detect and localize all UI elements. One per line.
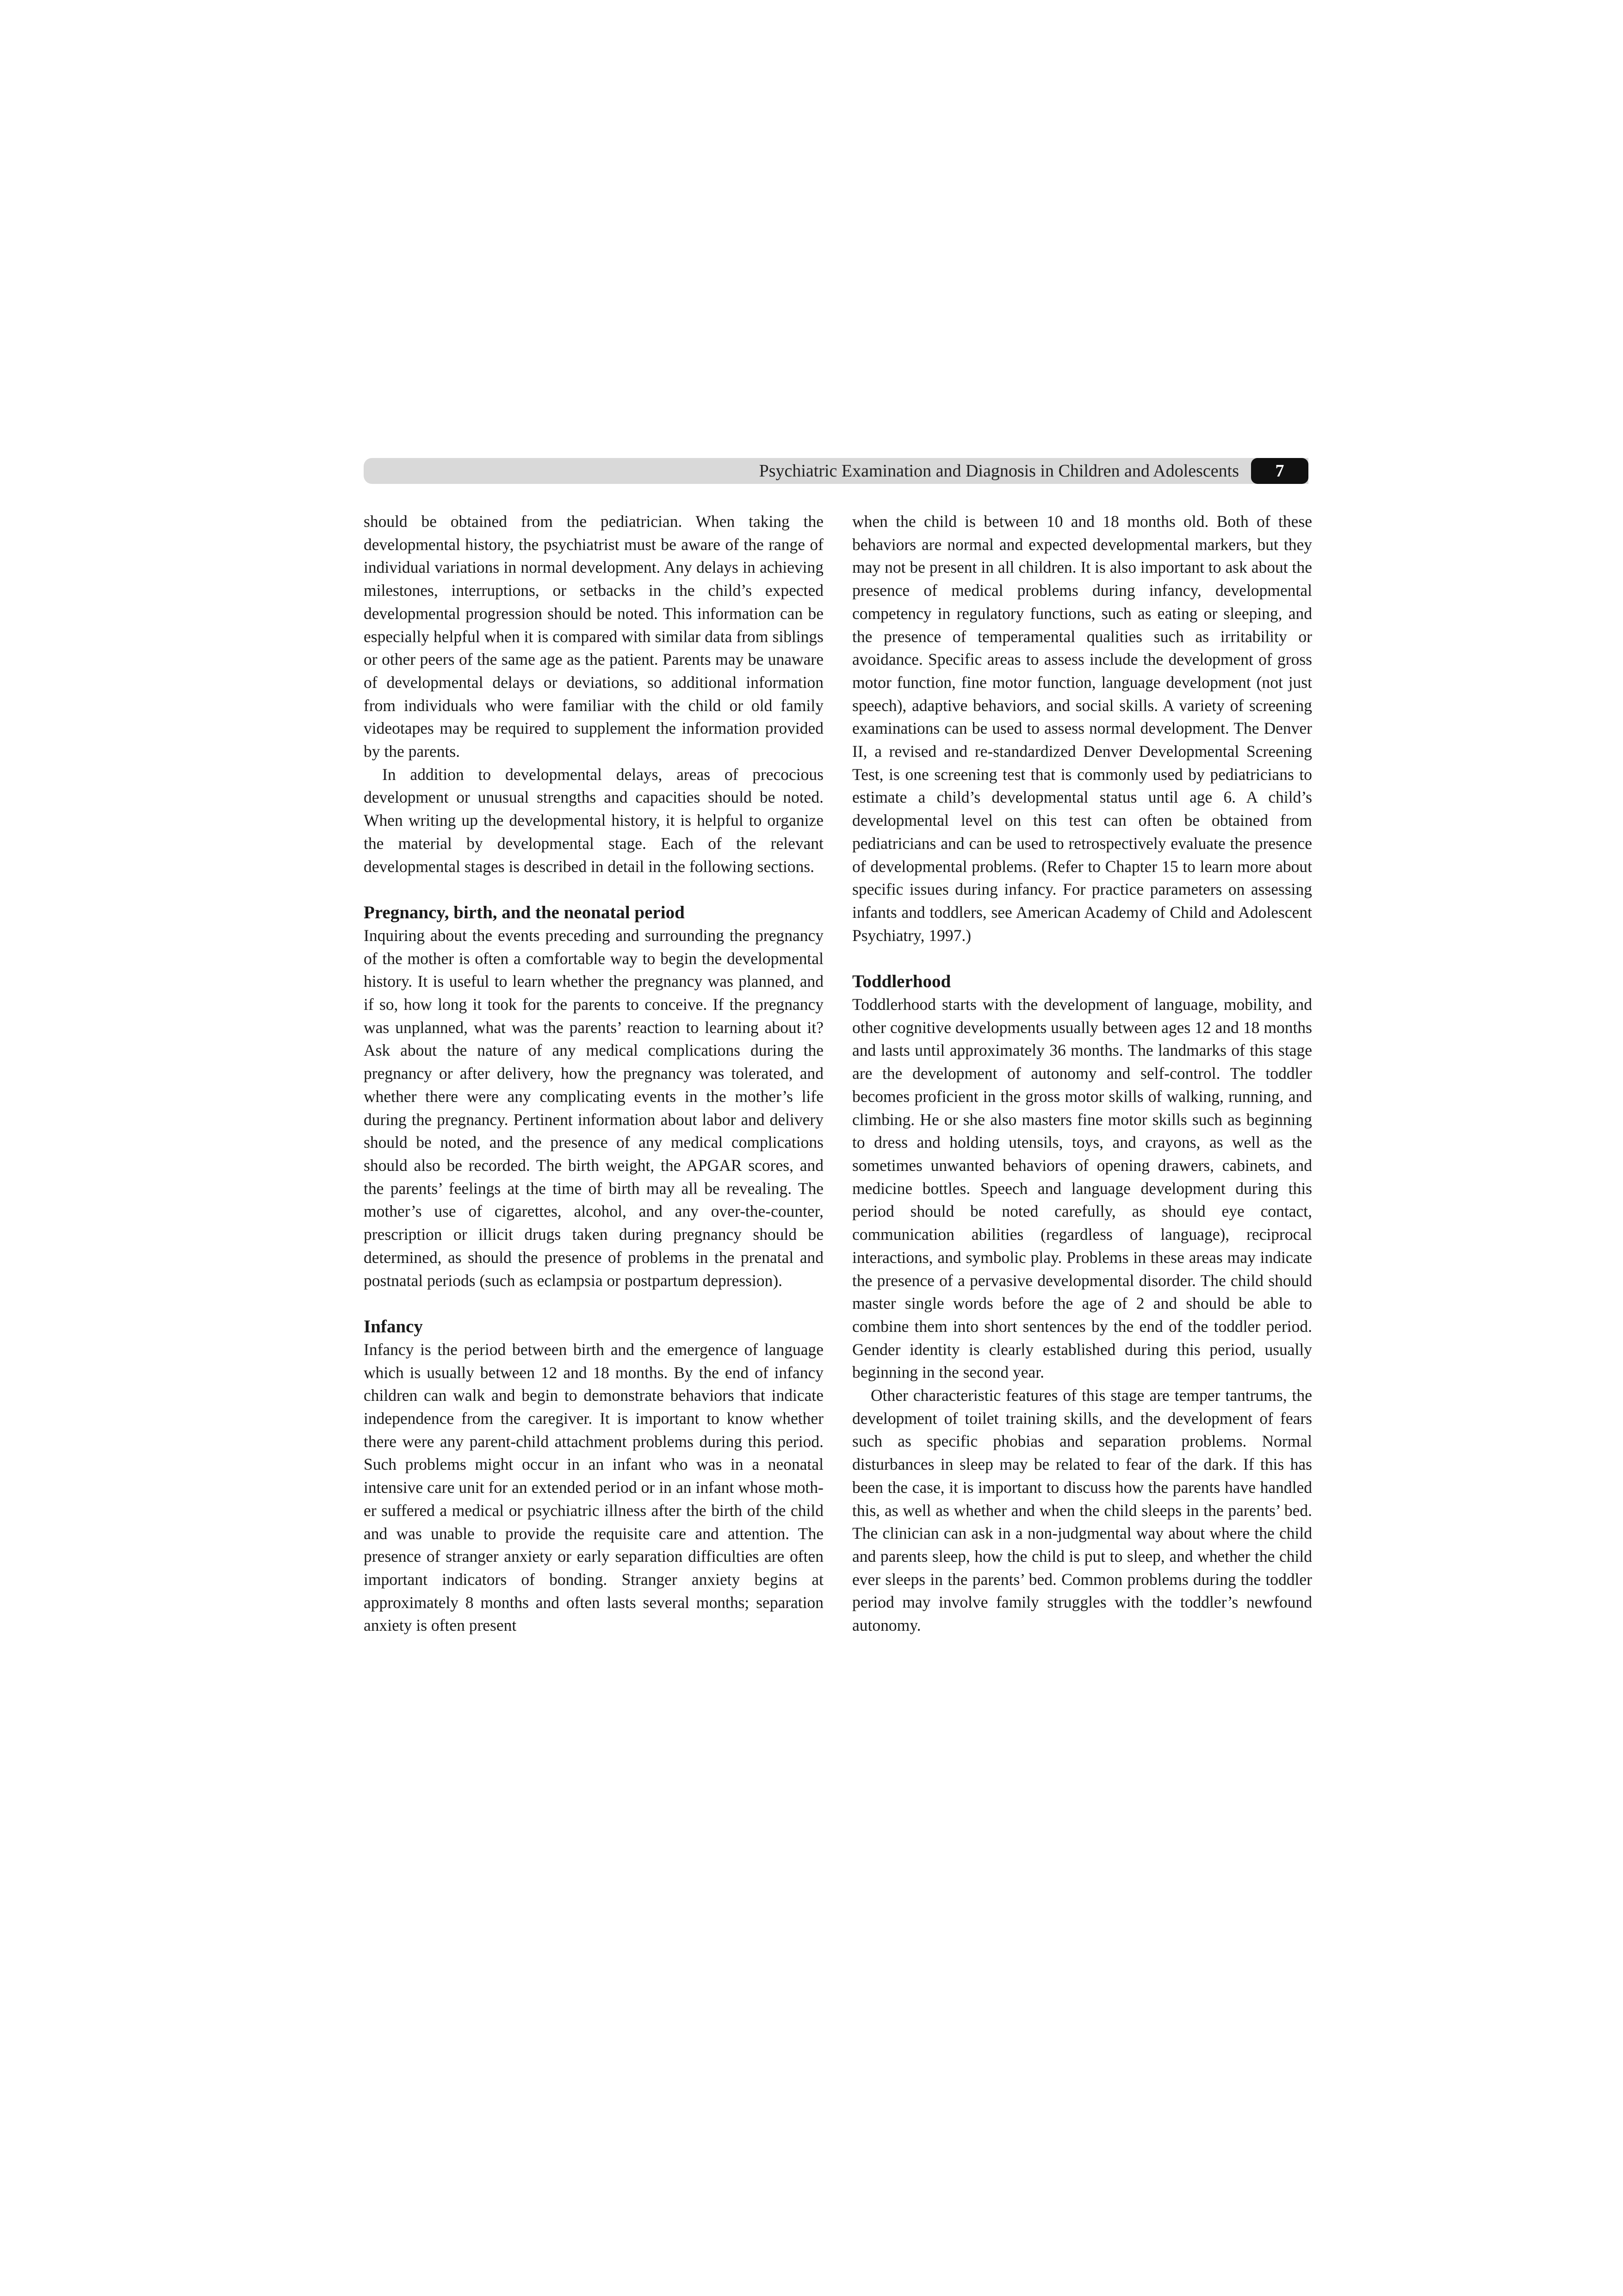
paragraph: In addition to developmental delays, areas of precocious development or unusual strengths and capacities should be noted. When writing up the developmental history, it is helpful to organize the material by developmental stage. Each of the relevant developmental stages is described in detail in the following sections. [364, 765, 824, 876]
left-column [364, 510, 824, 1637]
section-heading-toddlerhood: Toddlerhood [852, 972, 951, 992]
running-header [364, 458, 1308, 484]
paragraph: should be obtained from the pediatrician. When taking the developmental history, the psychiatrist must be aware of the range of individual variations in normal development. Any delays in achieving milestones, interruptions, or setbacks in the child’s expected developmental progression should be noted. This information can be especially helpful when it is compared with similar data from siblings or other peers of the same age as the patient. Parents may be unaware of developmental delays or deviations, so additional information from individuals who were familiar with the child or old family videotapes may be required to supplement the information provided by the parents. [364, 512, 824, 761]
paragraph: Inquiring about the events preceding and surrounding the pregnancy of the mother is often a comfortable way to begin the developmental history. It is useful to learn whether the pregnancy was planned, and if so, how long it took for the parents to conceive. If the pregnancy was unplanned, what was the parents’ reaction to learning about it? Ask about the nature of any medical complications during the pregnancy or after delivery, how the pregnancy was tolerated, and whether there were any complicating events in the mother’s life during the pregnancy. Pertinent information about labor and delivery should be noted, and the presence of any medical complications should also be recorded. The birth weight, the APGAR scores, and the parents’ feelings at the time of birth may all be revealing. The mother’s use of cigarettes, alcohol, and any over-the-counter, prescription or illicit drugs taken during pregnancy should be determined, as should the presence of problems in the prenatal and postnatal periods (such as eclampsia or postpartum depression). [364, 926, 824, 1290]
section-heading-infancy: Infancy [364, 1317, 423, 1337]
paragraph: Toddlerhood starts with the development of language, mobility, and other cognitive developments usually between ages 12 and 18 months and lasts until approximately 36 months. The landmarks of this stage are the development of autonomy and self-control. The toddler becomes proficient in the gross motor skills of walking, running, and climbing. He or she also masters fine motor skills such as beginning to dress and holding utensils, toys, and crayons, as well as the sometimes unwanted behaviors of opening drawers, cabinets, and medicine bottles. Speech and language development during this period should be noted carefully, as should eye contact, communication abilities (regardless of language), reciprocal interactions, and symbolic play. Problems in these areas may indicate the presence of a pervasive developmental disorder. The child should master single words before the age of 2 and should be able to combine them into short sentences by the end of the toddler period. Gender identity is clearly established during this period, usually beginning in the second year. [852, 995, 1312, 1382]
running-title: Psychiatric Examination and Diagnosis in Children and Adolescents [759, 461, 1239, 481]
paragraph: Infancy is the period between birth and the emergence of language which is usually between 12 and 18 months. By the end of infancy children can walk and begin to demonstrate behaviors that indicate independence from the caregiver. It is important to know whether there were any parent-child attachment problems during this period. Such problems might occur in an infant who was in a neonatal intensive care unit for an extended period or in an infant whose mother suffered a medical or psychiatric illness after the birth of the child and was unable to provide the requisite care and attention. The presence of stranger anxiety or early separation difficulties are often important indicators of bonding. Stranger anxiety begins at approximately 8 months and often lasts several months; separation anxiety is often present [364, 1340, 824, 1635]
paragraph: when the child is between 10 and 18 months old. Both of these behaviors are normal and expected developmental markers, but they may not be present in all children. It is also important to ask about the presence of medical problems during infancy, developmental competency in regulatory functions, such as eating or sleeping, and the presence of temperamental qualities such as irritability or avoidance. Specific areas to assess include the development of gross motor function, fine motor function, language development (not just speech), adaptive behaviors, and social skills. A variety of screening examinations can be used to assess normal development. The Denver II, a revised and re-standardized Denver Developmental Screening Test, is one screening test that is commonly used by pediatricians to estimate a child’s developmental status until age 6. A child’s developmental level on this test can often be obtained from pediatricians and can be used to retrospectively evaluate the presence of developmental problems. (Refer to Chapter 15 to learn more about specific issues during infancy. For practice parameters on assessing infants and toddlers, see American Academy of Child and Adolescent Psychiatry, 1997.) [852, 512, 1312, 945]
paragraph: Other characteristic features of this stage are temper tantrums, the development of toilet training skills, and the development of fears such as specific phobias and separation problems. Normal disturbances in sleep may be related to fear of the dark. If this has been the case, it is important to discuss how the parents have handled this, as well as whether and when the child sleeps in the parents’ bed. The clinician can ask in a non-judgmental way about where the child and parents sleep, how the child is put to sleep, and whether the child ever sleeps in the parents’ bed. Common problems during the toddler period may involve family struggles with the toddler’s newfound autonomy. [852, 1386, 1312, 1635]
right-column [852, 510, 1312, 1637]
section-heading-pregnancy: Pregnancy, birth, and the neonatal period [364, 903, 685, 923]
page-number: 7 [1251, 458, 1308, 484]
